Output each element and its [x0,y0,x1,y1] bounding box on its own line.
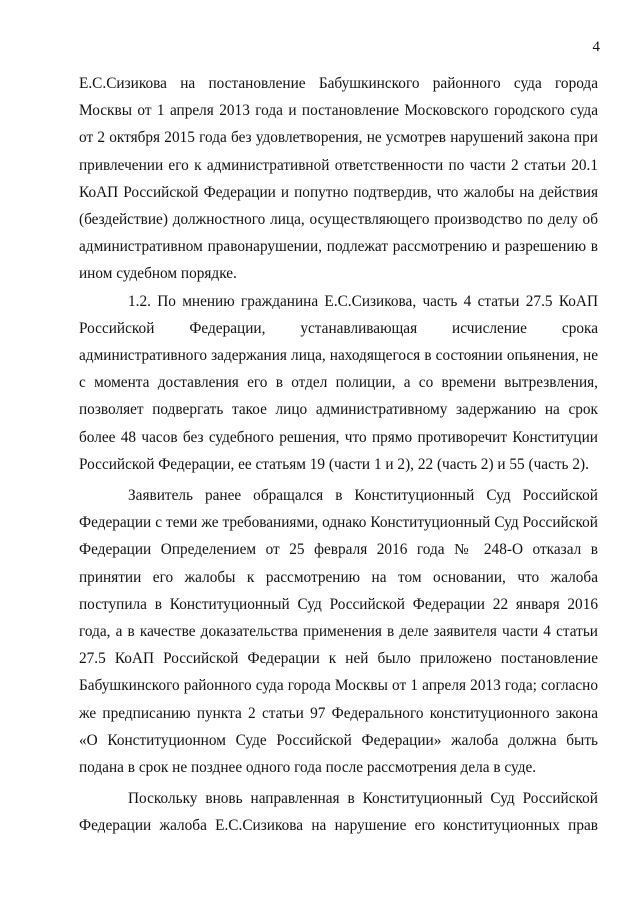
page-number: 4 [592,39,600,55]
paragraph-continuation: Е.С.Сизикова на постановление Бабушкинского районного суда города Москвы от 1 апреля 2013 года и постановление Московского городского суда от 2 октября 2015 года без удовлетворения, не усмотрев нарушений закона при привлечении его к административной ответственности по части 2 статьи 20.1 КоАП Российской Федерации и попутно подтвердив, что жалобы на действия (бездействие) должностного лица, осуществляющего производство по делу об административном правонарушении, подлежат рассмотрению и разрешению в ином судебном порядке. [79,75,598,283]
paragraph-new-complaint: Поскольку вновь направленная в Конституционный Суд Российской Федерации жалоба Е.С.Сизикова на нарушение его конституционных прав [79,790,598,835]
document-body [79,70,598,840]
paragraph-1-2: 1.2. По мнению гражданина Е.С.Сизикова, часть 4 статьи 27.5 КоАП Российской Федерации, устанавливающая исчисление срока административного задержания лица, находящегося в состоянии опьянения, не с момента доставления его в отдел полиции, а со времени вытрезвления, позволяет подвергать такое лицо административному задержанию на срок более 48 часов без судебного решения, что прямо противоречит Конституции Российской Федерации, ее статьям 19 (части 1 и 2), 22 (часть 2) и 55 (часть 2). [79,292,598,473]
paragraph-prior-appeal: Заявитель ранее обращался в Конституционный Суд Российской Федерации с теми же требованиями, однако Конституционный Суд Российской Федерации Определением от 25 февраля 2016 года № 248-О отказал в принятии его жалобы к рассмотрению на том основании, что жалоба поступила в Конституционный Суд Российской Федерации 22 января 2016 года, а в качестве доказательства применения в деле заявителя части 4 статьи 27.5 КоАП Российской Федерации к ней было приложено постановление Бабушкинского районного суда города Москвы от 1 апреля 2013 года; согласно же предписанию пункта 2 статьи 97 Федерального конституционного закона «О Конституционном Суде Российской Федерации» жалоба должна быть подана в срок не позднее одного года после рассмотрения дела в суде. [79,487,598,777]
